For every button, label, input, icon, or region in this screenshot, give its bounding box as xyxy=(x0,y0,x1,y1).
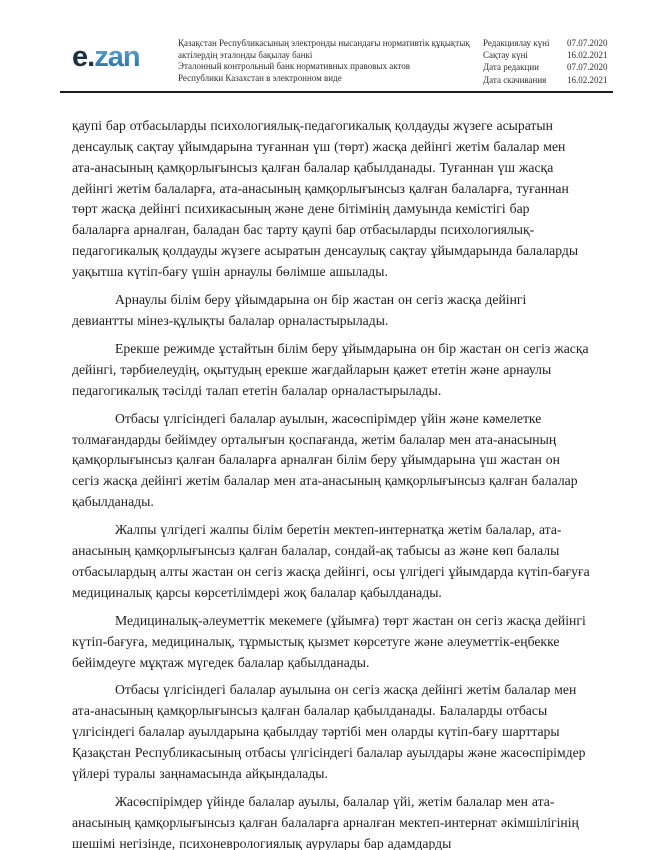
meta-value: 16.02.2021 xyxy=(567,50,608,61)
paragraph: Жалпы үлгідегі жалпы білім беретін мектеп-интернатқа жетім балалар, ата-анасының қамқорлығынсыз қалған балалар, сондай-ақ табысы аз және көп балалы отбасылардың алты жастан он сегіз жасқа дейінгі, осы үлгідегі ұйымдарда күтіп-бағуға медициналық қарсы көрсетілімдері жоқ балалар қабылданады. xyxy=(72,522,590,600)
document-body xyxy=(72,93,613,850)
meta-label: Дата редакции xyxy=(483,62,539,73)
ezan-logo xyxy=(72,43,178,72)
paragraph: Ерекше режимде ұстайтын білім беру ұйымдарына он бір жастан он сегіз жасқа дейінгі, тәрбиелеудің, оқытудың ерекше жағдайларын қажет ететін және арнаулы педагогикалық тәсілді талап ететін балалар орналастырылады. xyxy=(72,340,589,398)
paragraph: Жасөспірімдер үйінде балалар ауылы, балалар үйі, жетім балалар мен ата-анасының қамқорлығынсыз қалған балаларға арналған мектеп-интернат әкімшілігінің шешімі негізінде, психоневрологиялық аурулары бар адамдарды xyxy=(72,794,579,850)
paragraph: Медициналық-әлеуметтік мекемеге (ұйымға) төрт жастан он сегіз жасқа дейінгі күтіп-бағуға, медициналық, тұрмыстық қызмет көрсетуге және әлеуметтік-еңбекке бейімдеуге мұқтаж мүгедек балалар қабылданады. xyxy=(72,612,586,670)
meta-value: 16.02.2021 xyxy=(567,74,608,85)
meta-label: Дата скачивания xyxy=(483,74,547,85)
doc-meta xyxy=(483,36,613,86)
paragraph: қаупі бар отбасыларды психологиялық-педагогикалық қолдауды жүзеге асыратын денсаулық сақтау ұйымдарына туғаннан үш (төрт) жасқа дейінгі жетім балалар мен ата-анасының қамқорлығынсыз қалған балалар қабылданады. Туғаннан үш жасқа дейінгі жетім балаларға, ата-анасының қамқорлығынсыз қалған балаларға, туғаннан төрт жасқа дейінгі психикасының және дене бітімінің дамуында кемістігі бар балаларға арналған, баладан бас тарту қаупі бар отбасыларды психологиялық-педагогикалық қолдауды жүзеге асыратын денсаулық сақтау ұйымдарында балаларды уақытша күтіп-бағу үшін арнаулы бөлімше ашылады. xyxy=(72,117,579,280)
meta-label: Редакциялау күні xyxy=(483,38,550,48)
meta-row-save-date-kk xyxy=(483,49,613,61)
meta-row-edit-date-kk xyxy=(483,37,613,49)
org-title-line-ru-2: Республики Казахстан в электронном виде xyxy=(178,72,342,83)
paragraph: Отбасы үлгісіндегі балалар ауылын, жасөспірімдер үйін және кәмелетке толмағандарды бейімдеу орталығын қоспағанда, жетім балалар мен ата-анасының қамқорлығынсыз қалған балаларға арналған білім беру ұйымдарына үш жастан он сегіз жасқа дейінгі жетім балалар мен ата-анасының қамқорлығынсыз қалған балалар қабылданады. xyxy=(72,410,578,510)
org-title-line-kk-2: актілердің эталонды бақылау банкі xyxy=(178,49,313,60)
logo-text-blue: zan xyxy=(94,41,140,73)
meta-row-download-date-ru xyxy=(483,74,613,86)
meta-row-edit-date-ru xyxy=(483,61,613,73)
org-title-line-kk-1: Қазақстан Республикасының электронды нысандағы нормативтік құқықтық xyxy=(178,38,470,48)
meta-value: 07.07.2020 xyxy=(567,38,608,48)
logo-text-dark: e. xyxy=(72,41,95,73)
org-title-line-ru-1: Эталонный контрольный банк нормативных правовых актов xyxy=(178,61,411,72)
paragraph: Арнаулы білім беру ұйымдарына он бір жастан он сегіз жасқа дейінгі девиантты мінез-құлықты балалар орналастырылады. xyxy=(72,292,527,328)
org-title xyxy=(178,36,483,84)
meta-value: 07.07.2020 xyxy=(567,62,608,73)
paragraph: Отбасы үлгісіндегі балалар ауылына он сегіз жасқа дейінгі жетім балалар мен ата-анасының қамқорлығынсыз қалған балалар қабылданады. Балаларды отбасы үлгісіндегі балалар ауылдарына қабылдау тәртібі мен оларды күтіп-бағу шарттары Қазақстан Республикасының отбасы үлгісіндегі балалар ауылдары және жасөспірімдер үйлері туралы заңнамасында айқындалады. xyxy=(72,682,586,782)
meta-label: Сақтау күні xyxy=(483,50,528,61)
page-header xyxy=(72,36,613,86)
